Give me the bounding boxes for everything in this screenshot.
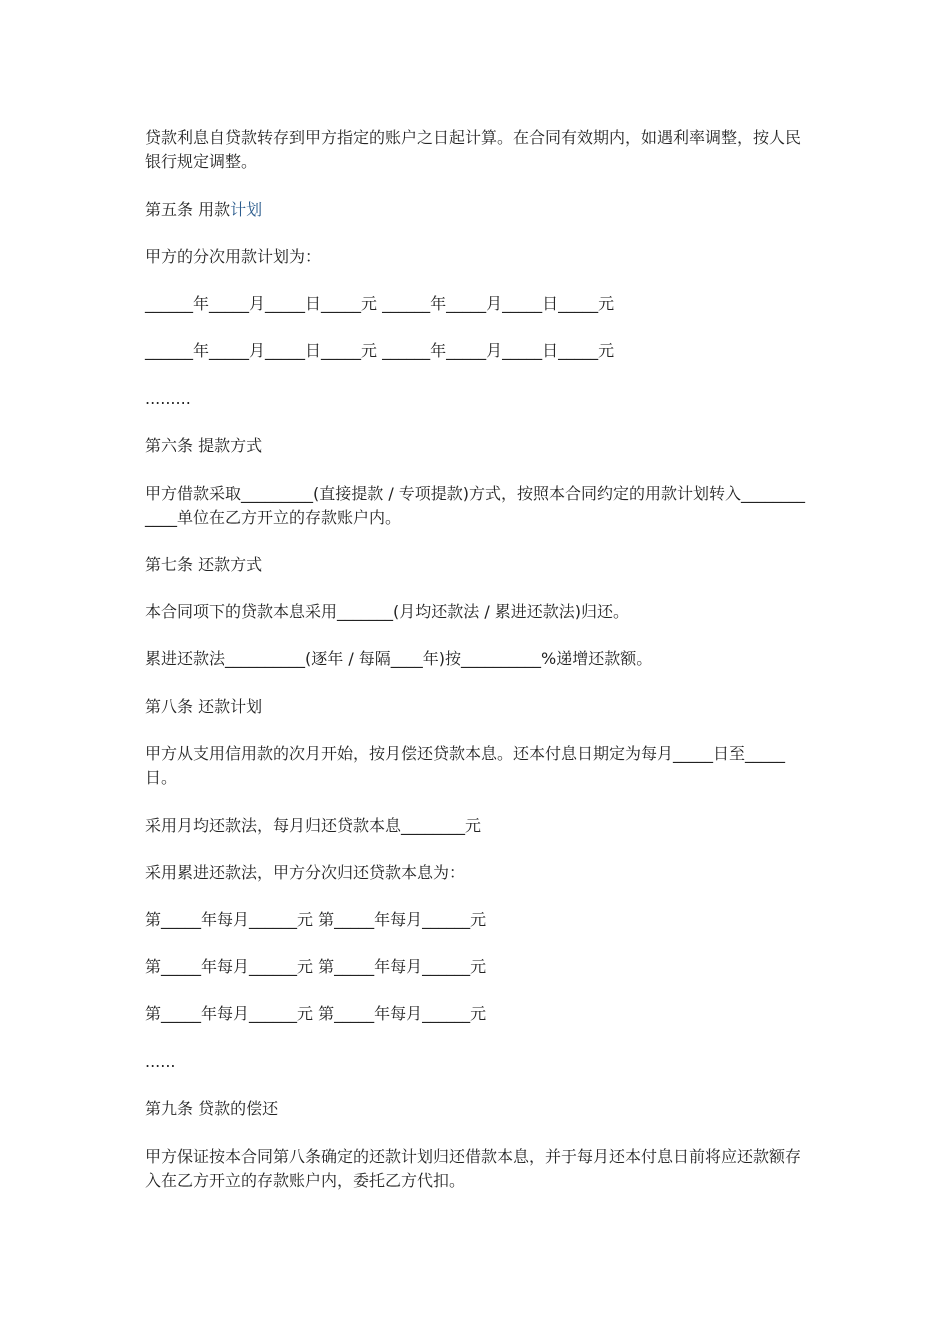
article-5-heading-text: 第五条 用款 xyxy=(145,200,231,219)
paragraph-withdrawal-method: 甲方借款采取_________(直接提款 / 专项提款)方式，按照本合同约定的用款计划转入____________单位在乙方开立的存款账户内。 xyxy=(145,484,806,527)
paragraph-monthly-average: 采用月均还款法，每月归还贷款本息________元 xyxy=(145,816,482,835)
ellipsis-2: ...... xyxy=(145,1052,176,1071)
paragraph-progressive-intro: 采用累进还款法，甲方分次归还贷款本息为： xyxy=(145,863,466,882)
paragraph-loan-repayment: 甲方保证按本合同第八条确定的还款计划归还借款本息，并于每月还本付息日前将应还款额存入在乙方开立的存款账户内，委托乙方代扣。 xyxy=(145,1147,802,1190)
article-5-plan-link[interactable]: 计划 xyxy=(230,200,263,219)
paragraph-repayment-method: 本合同项下的贷款本息采用_______(月均还款法 / 累进还款法)归还。 xyxy=(145,602,630,621)
article-8-heading: 第八条 还款计划 xyxy=(145,697,263,716)
paragraph-interest-calculation: 贷款利息自贷款转存到甲方指定的账户之日起计算。在合同有效期内，如遇利率调整，按人民银行规定调整。 xyxy=(145,128,802,171)
repayment-row-2: 第_____年每月______元 第_____年每月______元 xyxy=(145,957,487,976)
paragraph-progressive-repayment: 累进还款法__________(逐年 / 每隔____年)按__________%递增还款额。 xyxy=(145,649,653,668)
article-5-heading xyxy=(145,198,810,222)
paragraph-repayment-schedule: 甲方从支用信用款的次月开始，按月偿还贷款本息。还本付息日期定为每月_____日至_____日。 xyxy=(145,744,786,787)
ellipsis-1: ......... xyxy=(145,389,191,408)
paragraph-drawdown-plan-intro: 甲方的分次用款计划为： xyxy=(145,247,322,266)
article-7-heading: 第七条 还款方式 xyxy=(145,555,263,574)
drawdown-schedule-row-1: ______年_____月_____日_____元 ______年_____月_____日_____元 xyxy=(145,294,615,313)
article-6-heading: 第六条 提款方式 xyxy=(145,436,263,455)
repayment-row-1: 第_____年每月______元 第_____年每月______元 xyxy=(145,910,487,929)
article-9-heading: 第九条 贷款的偿还 xyxy=(145,1099,279,1118)
repayment-row-3: 第_____年每月______元 第_____年每月______元 xyxy=(145,1004,487,1023)
drawdown-schedule-row-2: ______年_____月_____日_____元 ______年_____月_____日_____元 xyxy=(145,341,615,360)
